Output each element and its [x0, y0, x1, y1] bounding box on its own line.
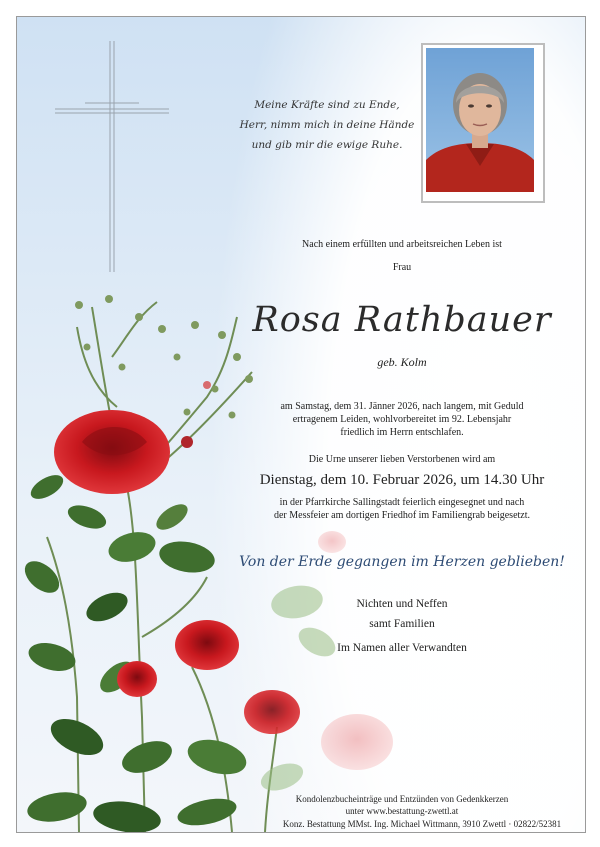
death-line: ertragenem Leiden, wohlvorbereitet im 92. Lebensjahr — [292, 414, 512, 425]
birth-name: geb. Kolm — [377, 355, 427, 369]
family-line: Im Namen aller Verwandten — [337, 642, 467, 654]
poem-line: Herr, nimm mich in deine Hände — [239, 119, 415, 131]
church-text — [237, 496, 567, 522]
cross-icon — [17, 17, 177, 287]
condolence-note — [237, 793, 567, 817]
death-line: friedlich im Herrn entschlafen. — [340, 427, 464, 438]
poem-line: und gib mir die ewige Ruhe. — [251, 139, 403, 151]
title-word: Frau — [392, 262, 412, 273]
footer-link[interactable]: unter www.bestattung-zwettl.at — [345, 806, 459, 816]
family-line: samt Familien — [369, 618, 435, 630]
church-line: in der Pfarrkirche Sallingstadt feierlich eingesegnet und nach — [279, 497, 525, 508]
footer-line: Kondolenzbucheinträge und Entzünden von Gedenkkerzen — [295, 794, 509, 804]
family-signature — [237, 594, 567, 658]
deceased-name: Rosa Rathbauer — [252, 300, 552, 340]
death-notice — [237, 400, 567, 439]
family-line: Nichten und Neffen — [356, 598, 448, 610]
church-line: der Messfeier am dortigen Friedhof im Familiengrab beigesetzt. — [273, 510, 531, 521]
portrait-photo — [421, 43, 545, 203]
ceremony-date: Dienstag, dem 10. Februar 2026, um 14.30 Uhr — [259, 472, 545, 488]
parte-card — [16, 16, 586, 833]
motto: Von der Erde gegangen im Herzen geblieben! — [239, 554, 565, 570]
death-line: am Samstag, dem 31. Jänner 2026, nach langem, mit Geduld — [280, 401, 524, 412]
poem-line: Meine Kräfte sind zu Ende, — [254, 99, 400, 111]
urn-text: Die Urne unserer lieben Verstorbenen wird am — [308, 454, 496, 465]
intro-text: Nach einem erfüllten und arbeitsreichen Leben ist — [302, 239, 502, 250]
funeral-home: Konz. Bestattung MMst. Ing. Michael Wittmann, 3910 Zwettl · 02822/52381 — [282, 819, 562, 829]
poem — [227, 95, 427, 155]
